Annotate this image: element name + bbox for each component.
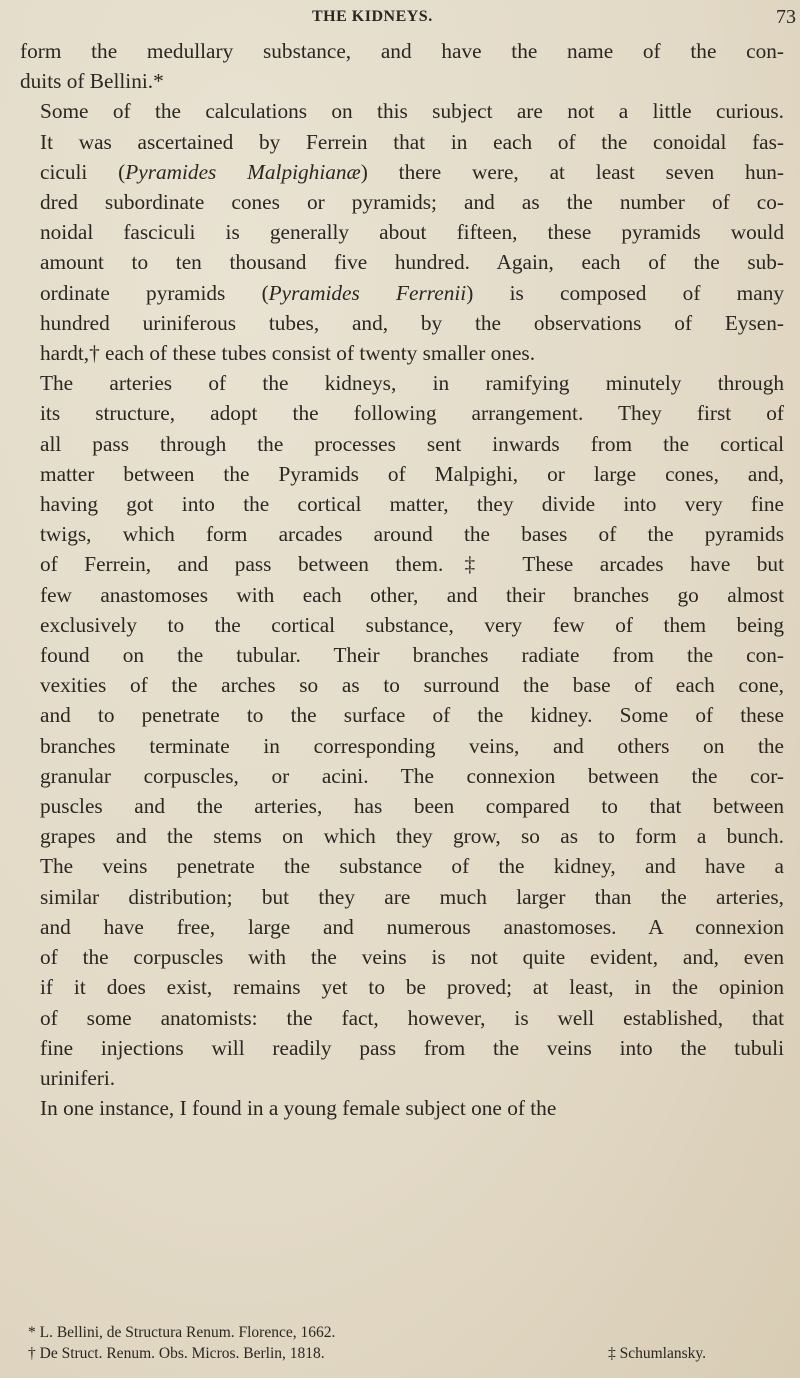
text-line: exclusively to the cortical substance, very few of them being [40,612,784,637]
text-line: duits of Bellini.* [20,69,164,94]
text-line: its structure, adopt the following arrangement. They first of [40,401,784,426]
footnote: ‡ Schumlansky. [608,1345,707,1362]
text-line: dred subordinate cones or pyramids; and as the number of co- [40,190,784,215]
text-line: vexities of the arches so as to surround the base of each cone, [40,673,784,698]
paragraph [20,1093,784,1123]
text-line: ciculi (Pyramides Malpighianæ) there were, at least seven hun- [40,159,784,184]
text-line: found on the tubular. Their branches radiate from the con- [40,643,784,668]
text-line: and to penetrate to the surface of the kidney. Some of these [40,703,784,728]
paragraph [20,36,784,96]
paragraph [20,368,784,1093]
text-line: ordinate pyramids (Pyramides Ferrenii) is composed of many [40,280,784,305]
text-line: grapes and the stems on which they grow, so as to form a bunch. [40,824,784,849]
footnote: † De Struct. Renum. Obs. Micros. Berlin, 1818. [28,1345,325,1362]
text-line: It was ascertained by Ferrein that in each of the conoidal fas- [40,129,784,154]
text-line: form the medullary substance, and have the name of the con- [20,39,784,63]
text-line: of the corpuscles with the veins is not quite evident, and, even [40,945,784,970]
running-head: THE KIDNEYS. [312,8,433,25]
text-line: hundred uriniferous tubes, and, by the observations of Eysen- [40,310,784,335]
paragraph [20,96,784,368]
body-text [20,36,784,1123]
text-line: hardt,† each of these tubes consist of twenty smaller ones. [40,341,536,366]
text-line: of Ferrein, and pass between them.‡ These arcades have but [40,552,784,577]
text-line: In one instance, I found in a young female subject one of the [40,1096,557,1121]
text-line: granular corpuscles, or acini. The connexion between the cor- [40,763,784,788]
text-line: all pass through the processes sent inwards from the cortical [40,431,784,456]
text-line: if it does exist, remains yet to be proved; at least, in the opinion [40,975,784,1000]
footnote: * L. Bellini, de Structura Renum. Florence, 1662. [28,1324,336,1341]
text-line: amount to ten thousand five hundred. Again, each of the sub- [40,250,784,275]
text-line: and have free, large and numerous anastomoses. A connexion [40,914,784,939]
text-line: twigs, which form arcades around the bases of the pyramids [40,522,784,547]
text-line: The veins penetrate the substance of the kidney, and have a [40,854,784,879]
text-line: fine injections will readily pass from the veins into the tubuli [40,1035,784,1060]
text-line: Some of the calculations on this subject are not a little curious. [40,99,784,124]
text-line: branches terminate in corresponding veins, and others on the [40,733,784,758]
text-line: matter between the Pyramids of Malpighi, or large cones, and, [40,461,784,486]
page-header [0,6,800,30]
page-number: 73 [776,6,796,28]
text-line: puscles and the arteries, has been compared to that between [40,794,784,819]
footnotes [28,1322,788,1364]
text-line: uriniferi. [40,1065,116,1090]
text-line: similar distribution; but they are much larger than the arteries, [40,884,784,909]
text-line: few anastomoses with each other, and their branches go almost [40,582,784,607]
text-line: of some anatomists: the fact, however, is well established, that [40,1005,784,1030]
text-line: The arteries of the kidneys, in ramifying minutely through [40,371,784,396]
text-line: having got into the cortical matter, they divide into very fine [40,492,784,517]
text-line: noidal fasciculi is generally about fifteen, these pyramids would [40,220,784,245]
